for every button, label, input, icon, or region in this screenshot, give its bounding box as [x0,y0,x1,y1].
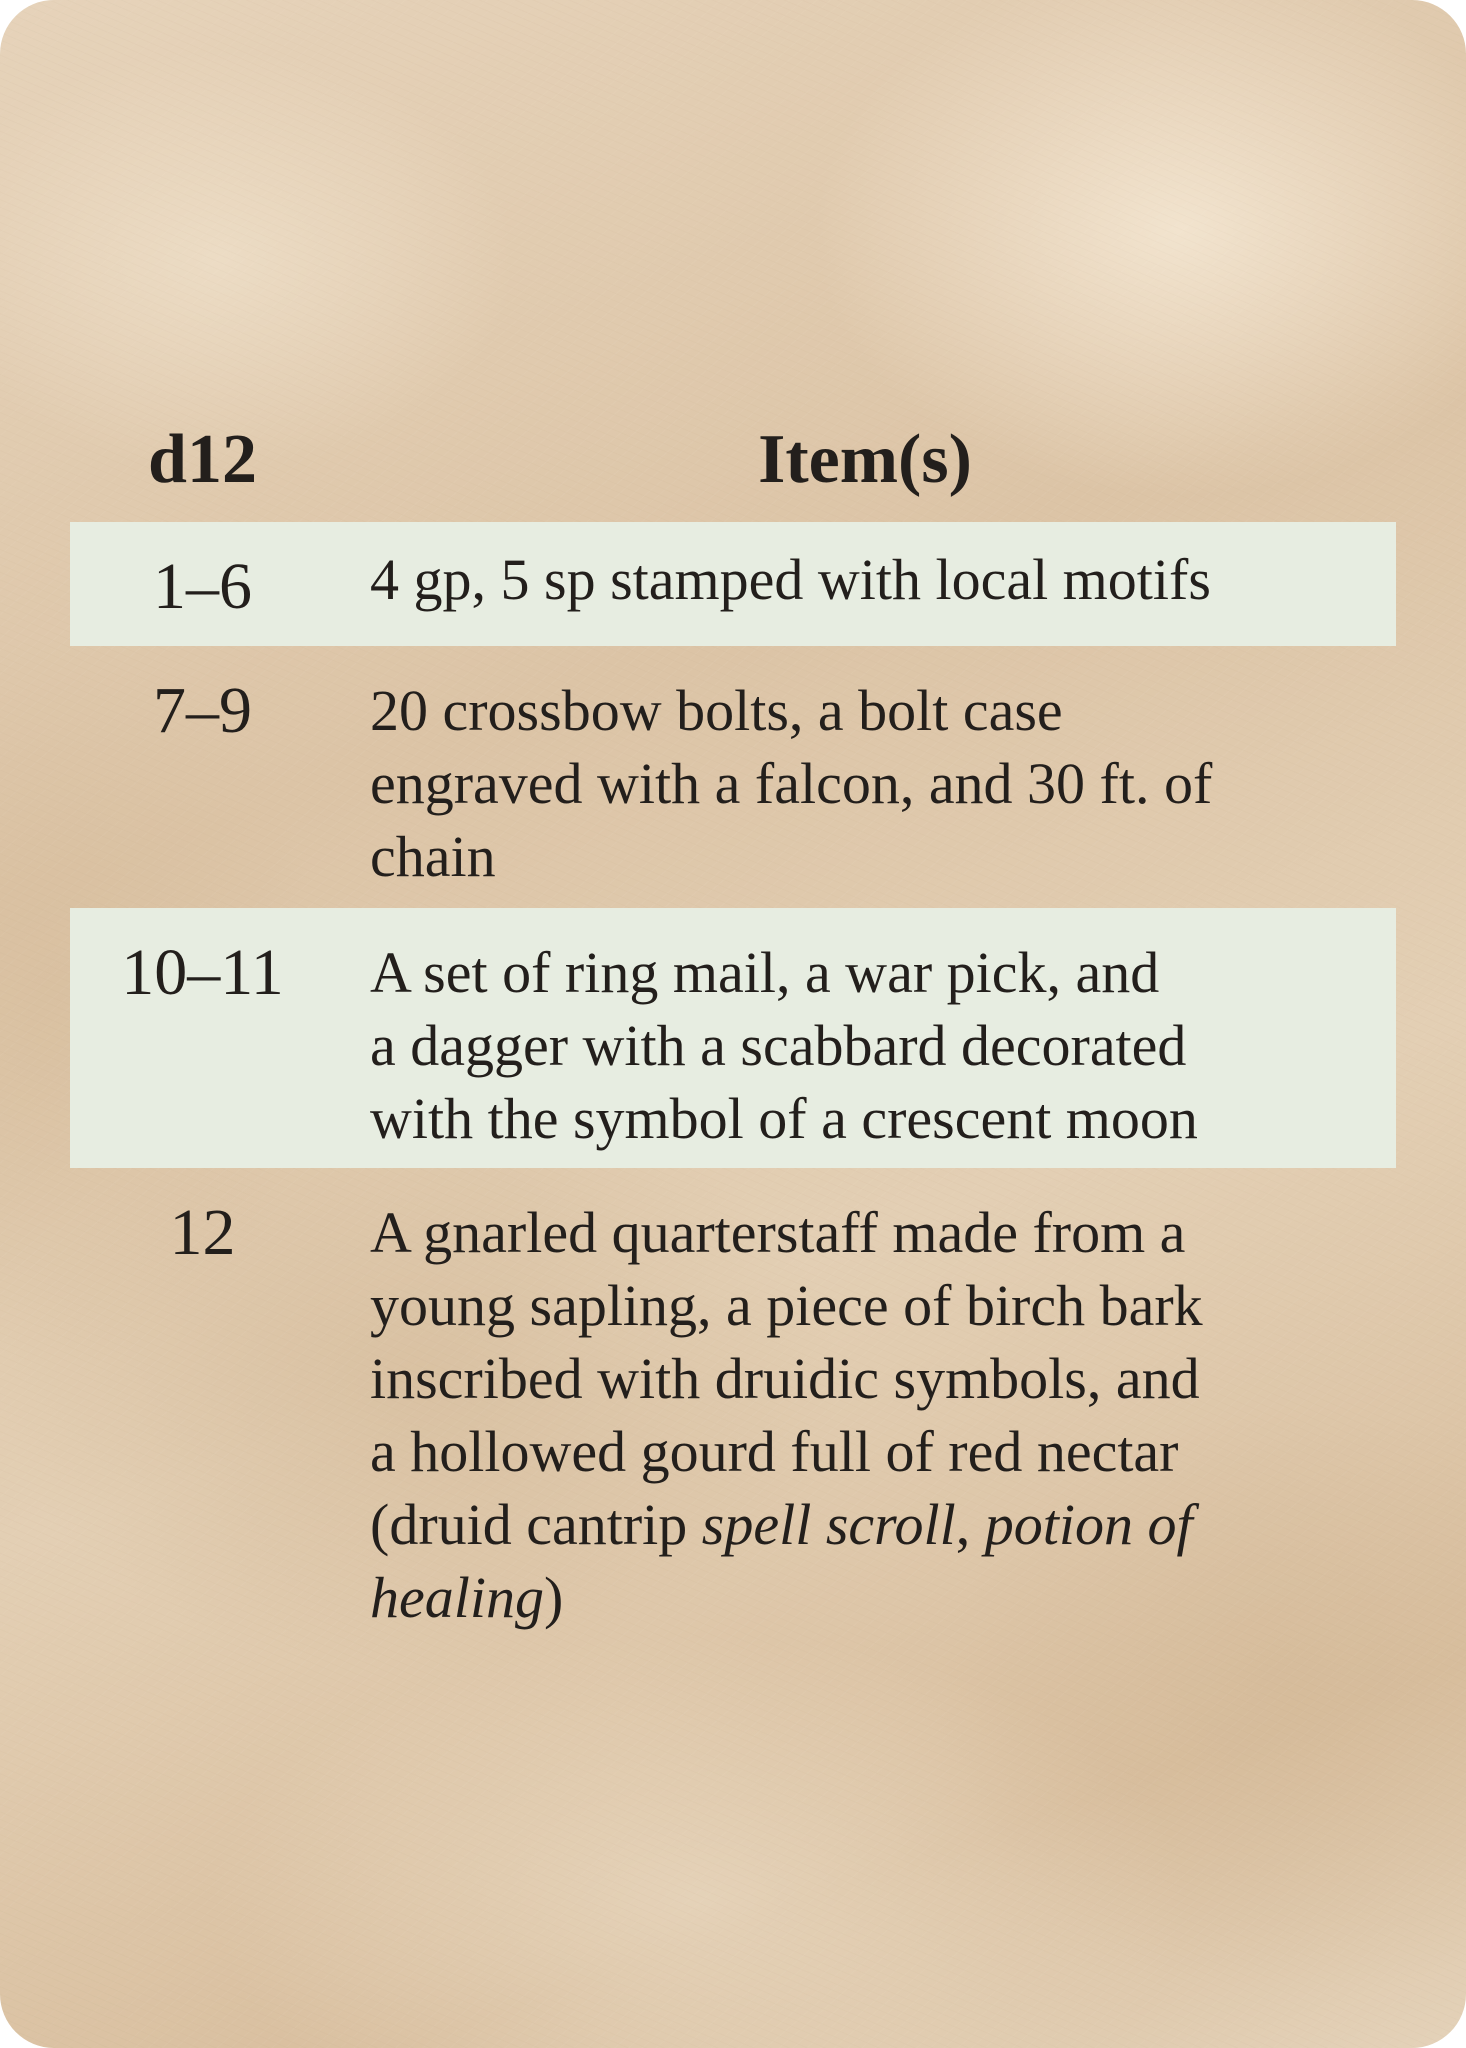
item-line [370,1488,1380,1561]
roll-range: 10–11 [121,936,284,1009]
item-italic-healing: healing [370,1565,544,1630]
header-items: Item(s) [758,421,972,498]
item-description [370,543,1380,616]
item-line: 20 crossbow bolts, a bolt case [370,678,1063,743]
item-line: 4 gp, 5 sp stamped with local motifs [370,547,1211,612]
table-header [0,420,1466,510]
item-separator: , [955,1492,985,1557]
item-description [370,936,1380,1155]
roll-range: 7–9 [153,674,252,747]
header-die: d12 [148,421,257,498]
roll-range: 1–6 [153,550,252,623]
roll-range: 12 [169,1196,236,1269]
table-row [70,522,1396,646]
item-line: chain [370,824,496,889]
item-line: a hollowed gourd full of red nectar [370,1419,1179,1484]
item-line: A gnarled quarterstaff made from a [370,1200,1186,1265]
item-italic-potion: potion of [984,1492,1193,1557]
item-close-paren: ) [543,1565,564,1630]
table-row [70,1168,1396,1648]
item-line: young sapling, a piece of birch bark [370,1273,1203,1338]
item-line: A set of ring mail, a war pick, and [370,940,1160,1005]
item-description [370,674,1380,893]
item-line: a dagger with a scabbard decorated [370,1013,1187,1078]
item-italic-spell-scroll: spell scroll [701,1492,956,1557]
item-line: engraved with a falcon, and 30 ft. of [370,751,1213,816]
table-row [70,908,1396,1168]
table-row [70,646,1396,908]
item-line [370,1561,1380,1634]
item-text: (druid cantrip [370,1492,702,1557]
item-description [370,1196,1380,1634]
item-line: inscribed with druidic symbols, and [370,1346,1200,1411]
item-line: with the symbol of a crescent moon [370,1086,1198,1151]
